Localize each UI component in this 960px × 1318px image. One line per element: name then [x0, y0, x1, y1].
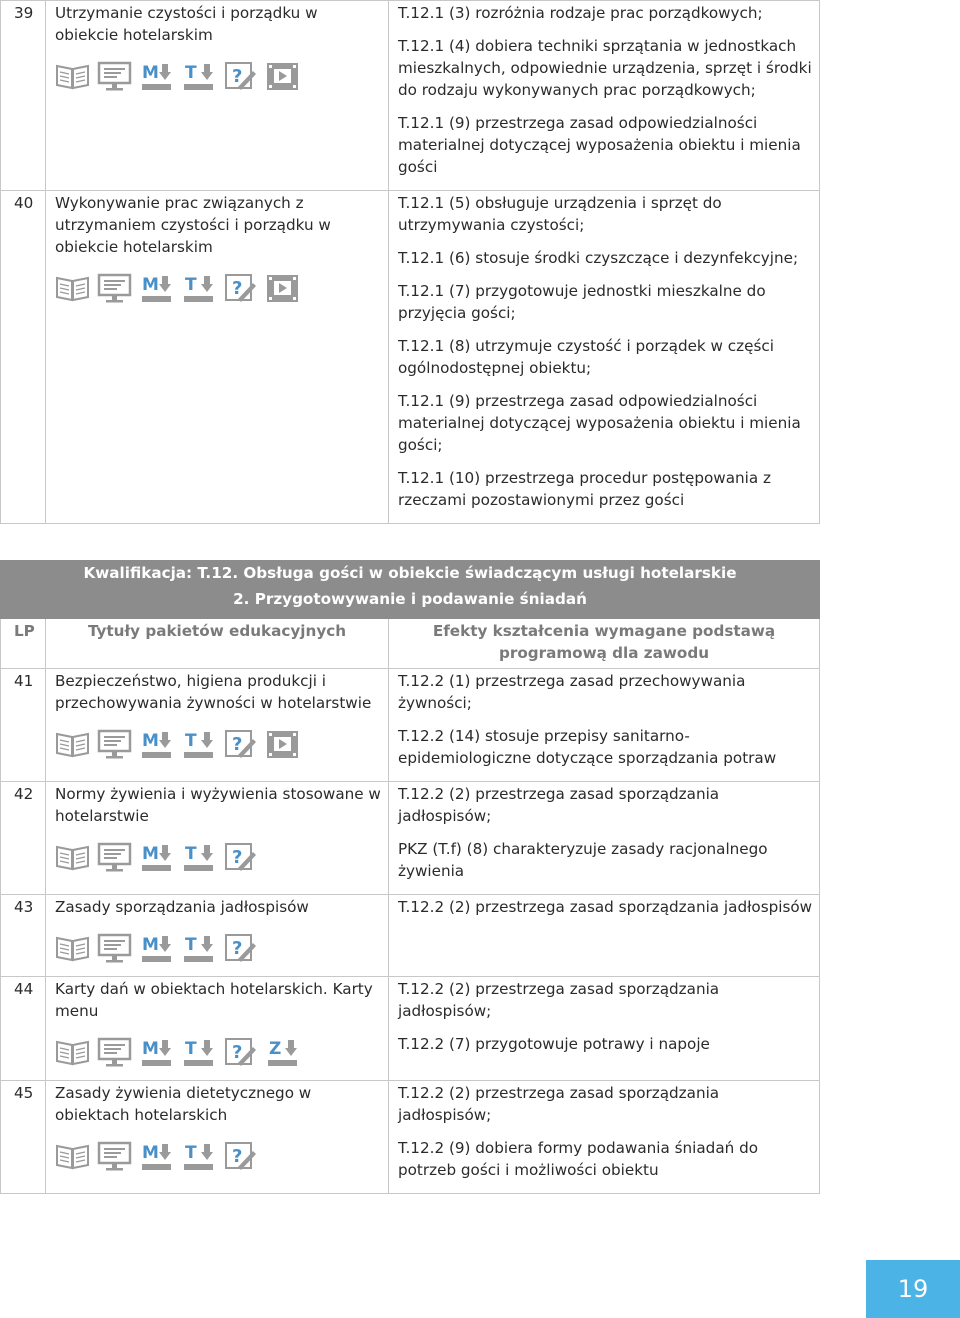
learning-effect: T.12.1 (9) przestrzega zasad odpowiedzialności materialnej dotyczącej wyposażenia obiektu i mienia gości;	[398, 392, 801, 454]
book-icon[interactable]	[55, 60, 90, 92]
video-icon[interactable]	[265, 272, 300, 304]
effects-cell	[389, 191, 820, 524]
learning-effect: T.12.1 (7) przygotowuje jednostki mieszkalne do przyjęcia gości;	[398, 282, 766, 322]
row-number: 41	[1, 669, 46, 782]
page-number: 19	[866, 1260, 960, 1318]
svg-text:Z: Z	[269, 1039, 282, 1059]
presentation-icon[interactable]	[97, 1036, 132, 1068]
video-icon[interactable]	[265, 728, 300, 760]
package-cell	[46, 782, 389, 895]
t-download-icon[interactable]	[181, 272, 216, 304]
package-title: Karty dań w obiektach hotelarskich. Karty menu	[55, 980, 373, 1020]
m-download-icon[interactable]	[139, 728, 174, 760]
learning-effect: T.12.1 (6) stosuje środki czyszczące i dezynfekcyjne;	[398, 249, 799, 267]
learning-effect: T.12.1 (8) utrzymuje czystość i porządek w części ogólnodostępnej obiektu;	[398, 337, 774, 377]
module-header-row	[1, 588, 820, 619]
row-number: 40	[1, 191, 46, 524]
m-download-icon[interactable]	[139, 1036, 174, 1068]
quiz-icon[interactable]	[223, 272, 258, 304]
learning-effect: T.12.1 (10) przestrzega procedur postępowania z rzeczami pozostawionymi przez gości	[398, 469, 771, 509]
t-download-icon[interactable]	[181, 728, 216, 760]
row-number: 45	[1, 1081, 46, 1194]
presentation-icon[interactable]	[97, 1140, 132, 1172]
resource-icons	[55, 841, 382, 873]
curriculum-table-top	[0, 0, 820, 524]
row-number: 43	[1, 895, 46, 977]
effects-column-header: Efekty kształcenia wymagane podstawą programową dla zawodu	[389, 619, 820, 669]
t-download-icon[interactable]	[181, 841, 216, 873]
t-download-icon[interactable]	[181, 60, 216, 92]
package-title: Zasady sporządzania jadłospisów	[55, 898, 309, 916]
svg-text:?: ?	[232, 847, 243, 868]
table-row	[1, 977, 820, 1081]
table-row	[1, 782, 820, 895]
video-icon[interactable]	[265, 60, 300, 92]
svg-text:?: ?	[232, 66, 243, 87]
effects-cell	[389, 1081, 820, 1194]
titles-column-header: Tytuły pakietów edukacyjnych	[46, 619, 389, 669]
lp-column-header: LP	[1, 619, 46, 669]
book-icon[interactable]	[55, 728, 90, 760]
learning-effect: T.12.1 (3) rozróżnia rodzaje prac porządkowych;	[398, 4, 763, 22]
t-download-icon[interactable]	[181, 1140, 216, 1172]
presentation-icon[interactable]	[97, 932, 132, 964]
learning-effect: T.12.2 (2) przestrzega zasad sporządzania jadłospisów;	[398, 1084, 720, 1124]
t-download-icon[interactable]	[181, 1036, 216, 1068]
resource-icons	[55, 728, 382, 760]
book-icon[interactable]	[55, 272, 90, 304]
quiz-icon[interactable]	[223, 1036, 258, 1068]
quiz-icon[interactable]	[223, 1140, 258, 1172]
table-row	[1, 669, 820, 782]
learning-effect: T.12.1 (9) przestrzega zasad odpowiedzialności materialnej dotyczącej wyposażenia obiektu i mienia gości	[398, 114, 801, 176]
learning-effect: T.12.2 (9) dobiera formy podawania śniadań do potrzeb gości i możliwości obiektu	[398, 1139, 759, 1179]
svg-text:?: ?	[232, 1042, 243, 1063]
svg-text:M: M	[142, 275, 159, 295]
quiz-icon[interactable]	[223, 728, 258, 760]
table-row	[1, 191, 820, 524]
presentation-icon[interactable]	[97, 841, 132, 873]
qualification-header-row	[1, 561, 820, 588]
svg-text:M: M	[142, 1143, 159, 1163]
resource-icons	[55, 1140, 382, 1172]
svg-text:T: T	[185, 1039, 197, 1059]
book-icon[interactable]	[55, 932, 90, 964]
package-title: Zasady żywienia dietetycznego w obiektach hotelarskich	[55, 1084, 312, 1124]
learning-effect: PKZ (T.f) (8) charakteryzuje zasady racjonalnego żywienia	[398, 840, 768, 880]
svg-text:T: T	[185, 1143, 197, 1163]
package-title: Bezpieczeństwo, higiena produkcji i przechowywania żywności w hotelarstwie	[55, 672, 372, 712]
svg-text:T: T	[185, 63, 197, 83]
m-download-icon[interactable]	[139, 841, 174, 873]
table-row	[1, 1081, 820, 1194]
package-title: Wykonywanie prac związanych z utrzymaniem czystości i porządku w obiekcie hotelarskim	[55, 194, 331, 256]
svg-text:T: T	[185, 731, 197, 751]
resource-icons	[55, 272, 382, 304]
effects-cell	[389, 669, 820, 782]
quiz-icon[interactable]	[223, 932, 258, 964]
curriculum-table-bottom	[0, 560, 820, 1194]
svg-text:?: ?	[232, 938, 243, 959]
book-icon[interactable]	[55, 1140, 90, 1172]
table-row	[1, 1, 820, 191]
effects-cell	[389, 895, 820, 977]
quiz-icon[interactable]	[223, 60, 258, 92]
package-cell	[46, 895, 389, 977]
package-cell	[46, 669, 389, 782]
learning-effect: T.12.1 (5) obsługuje urządzenia i sprzęt do utrzymywania czystości;	[398, 194, 722, 234]
svg-text:T: T	[185, 935, 197, 955]
m-download-icon[interactable]	[139, 272, 174, 304]
row-number: 39	[1, 1, 46, 191]
row-number: 42	[1, 782, 46, 895]
svg-text:M: M	[142, 731, 159, 751]
package-cell	[46, 977, 389, 1081]
m-download-icon[interactable]	[139, 932, 174, 964]
svg-text:T: T	[185, 275, 197, 295]
learning-effect: T.12.2 (7) przygotowuje potrawy i napoje	[398, 1035, 710, 1053]
row-number: 44	[1, 977, 46, 1081]
learning-effect: T.12.2 (14) stosuje przepisy sanitarno-epidemiologiczne dotyczące sporządzania potraw	[398, 727, 777, 767]
m-download-icon[interactable]	[139, 1140, 174, 1172]
svg-text:M: M	[142, 63, 159, 83]
svg-text:?: ?	[232, 734, 243, 755]
qualification-title: Kwalifikacja: T.12. Obsługa gości w obiekcie świadczącym usługi hotelarskie	[1, 561, 820, 588]
learning-effect: T.12.2 (2) przestrzega zasad sporządzania jadłospisów;	[398, 980, 720, 1020]
effects-cell	[389, 977, 820, 1081]
learning-effect: T.12.2 (1) przestrzega zasad przechowywania żywności;	[398, 672, 746, 712]
svg-text:T: T	[185, 844, 197, 864]
package-title: Utrzymanie czystości i porządku w obiekcie hotelarskim	[55, 4, 318, 44]
resource-icons	[55, 60, 382, 92]
package-cell	[46, 1, 389, 191]
package-cell	[46, 191, 389, 524]
svg-text:M: M	[142, 844, 159, 864]
learning-effect: T.12.1 (4) dobiera techniki sprzątania w jednostkach mieszkalnych, odpowiednie urządzenia, sprzęt i środki do rodzaju wykonywanych prac porządkowych;	[398, 37, 812, 99]
m-download-icon[interactable]	[139, 60, 174, 92]
learning-effect: T.12.2 (2) przestrzega zasad sporządzania jadłospisów;	[398, 785, 720, 825]
effects-cell	[389, 1, 820, 191]
svg-text:M: M	[142, 935, 159, 955]
svg-text:?: ?	[232, 278, 243, 299]
module-title: 2. Przygotowywanie i podawanie śniadań	[1, 588, 820, 619]
resource-icons	[55, 932, 382, 964]
effects-cell	[389, 782, 820, 895]
z-download-icon[interactable]	[265, 1036, 300, 1068]
svg-text:?: ?	[232, 1146, 243, 1167]
svg-text:M: M	[142, 1039, 159, 1059]
t-download-icon[interactable]	[181, 932, 216, 964]
resource-icons	[55, 1036, 382, 1068]
presentation-icon[interactable]	[97, 272, 132, 304]
presentation-icon[interactable]	[97, 60, 132, 92]
table-row	[1, 895, 820, 977]
column-header-row	[1, 619, 820, 669]
book-icon[interactable]	[55, 841, 90, 873]
presentation-icon[interactable]	[97, 728, 132, 760]
learning-effect: T.12.2 (2) przestrzega zasad sporządzania jadłospisów	[398, 898, 813, 916]
quiz-icon[interactable]	[223, 841, 258, 873]
book-icon[interactable]	[55, 1036, 90, 1068]
package-title: Normy żywienia i wyżywienia stosowane w hotelarstwie	[55, 785, 381, 825]
package-cell	[46, 1081, 389, 1194]
